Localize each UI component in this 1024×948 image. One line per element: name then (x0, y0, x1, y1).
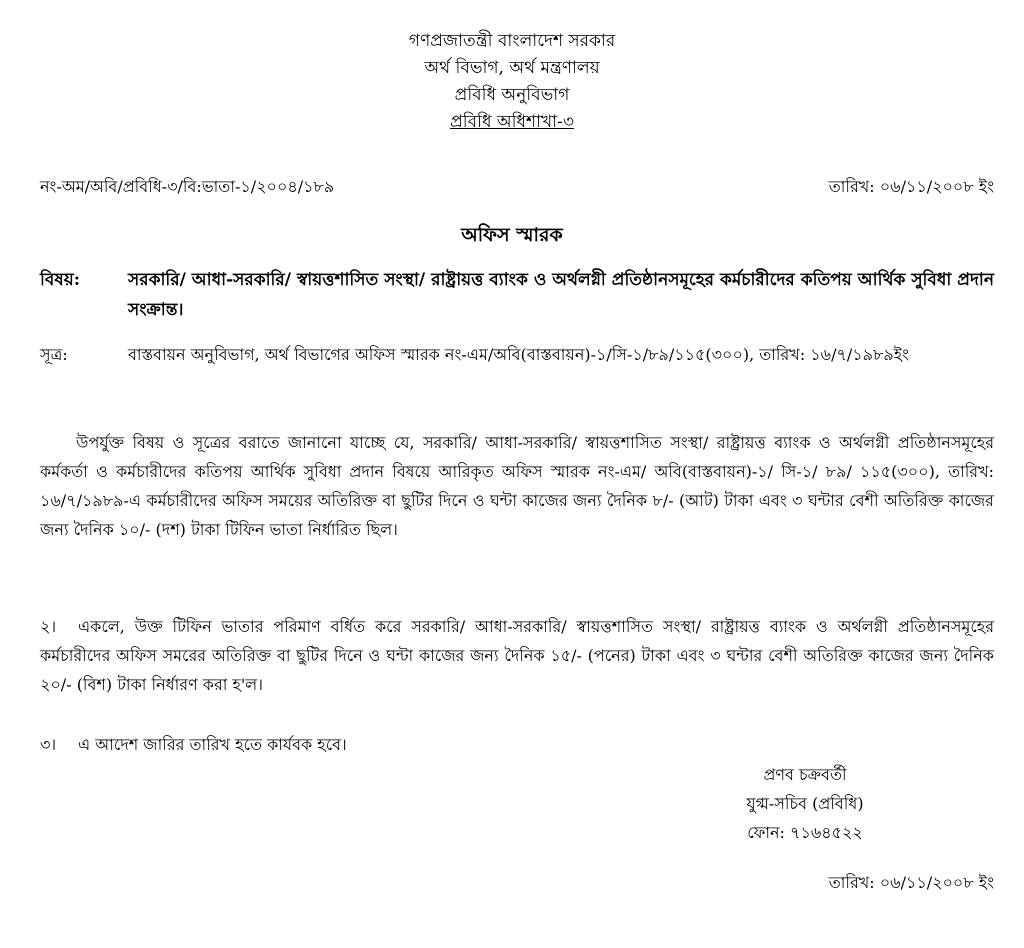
subject-block (40, 265, 994, 325)
paragraph-3-number: ৩। (40, 735, 57, 754)
government-name: গণপ্রজাতন্ত্রী বাংলাদেশ সরকার (408, 31, 616, 51)
paragraph-1: উপর্যুক্ত বিষয় ও সূত্রের বরাতে জানানো যাচ্ছে যে, সরকারি/ আধা-সরকারি/ স্বায়ত্তশাসিত সংস্থা/ রাষ্ট্রায়ত্ত ব্যাংক ও অর্থলগ্নী প্রতিষ্ঠানসমূহের কর্মকর্তা ও কর্মচারীদের কতিপয় আর্থিক সুবিধা প্রদান বিষয়ে আরিকৃত অফিস স্মারক নং-এম/ অবি(বাস্তবায়ন)-১/ সি-১/ ৮৯/ ১১৫(৩০০), তারিখ: ১৬/৭/১৯৮৯-এ কর্মচারীদের অফিস সময়ের অতিরিক্ত বা ছুটির দিনে ও ঘন্টা কাজের জন্য দৈনিক ৮/- (আট) টাকা এবং ৩ ঘন্টার বেশী অতিরিক্ত কাজের জন্য দৈনিক ১০/- (দশ) টাকা টিফিন ভাতা নির্ধারিত ছিল। (40, 433, 994, 539)
source-text: বাস্তবায়ন অনুবিভাগ, অর্থ বিভাগের অফিস স্মারক নং-এম/অবি(বাস্তবায়ন)-১/সি-১/৮৯/১১৫(৩০০), তারিখ: ১৬/৭/১৯৮৯ইং (128, 345, 909, 364)
letterhead (0, 28, 1024, 136)
source-block (40, 340, 994, 370)
memo-meta-row (40, 174, 994, 200)
signature-block (700, 760, 910, 847)
source-label: সূত্র: (40, 345, 68, 364)
paragraph-3 (40, 730, 994, 759)
bottom-date: তারিখ: ০৬/১১/২০০৮ ইং (828, 873, 994, 892)
paragraph-2 (40, 612, 994, 699)
signatory-phone: ফোন: ৭১৬৪৫২২ (747, 823, 863, 842)
subject-label: বিষয়: (40, 270, 80, 290)
memo-reference-number: নং-অম/অবি/প্রবিধি-৩/বি:ভাতা-১/২০০৪/১৮৯ (40, 177, 335, 196)
paragraph-3-text: এ আদেশ জারির তারিখ হতে কার্যবক হবে। (78, 735, 347, 754)
memo-date: তারিখ: ০৬/১১/২০০৮ ইং (828, 177, 994, 196)
subject-text: সরকারি/ আধা-সরকারি/ স্বায়ত্তশাসিত সংস্থা/ রাষ্ট্রায়ত্ত ব্যাংক ও অর্থলগ্নী প্রতিষ্ঠানসমূহের কর্মচারীদের কতিপয় আর্থিক সুবিধা প্রদান সংক্রান্ত। (128, 270, 994, 320)
signatory-name: প্রণব চক্রবর্তী (763, 765, 847, 784)
wing-name: প্রবিধি অনুবিভাগ (454, 85, 570, 105)
branch-name: প্রবিধি অধিশাখা-৩ (450, 112, 574, 132)
paragraph-2-text: একলে, উক্ত টিফিন ভাতার পরিমাণ বর্ধিত করে সরকারি/ আধা-সরকারি/ স্বায়ত্তশাসিত সংস্থা/ রাষ্ট্রায়ত্ত ব্যাংক ও অর্থলগ্নী প্রতিষ্ঠানসমূহের কর্মচারীদের অফিস সমরের অতিরিক্ত বা ছুটির দিনে ও ঘন্টা কাজের জন্য দৈনিক ১৫/- (পনের) টাকা এবং ৩ ঘন্টার বেশী অতিরিক্ত কাজের জন্য দৈনিক ২০/- (বিশ) টাকা নির্ধারণ করা হ'ল। (40, 617, 994, 694)
signatory-designation: যুগ্ম-সচিব (প্রবিধি) (746, 794, 864, 813)
paragraph-2-number: ২। (40, 617, 57, 636)
division-ministry: অর্থ বিভাগ, অর্থ মন্ত্রণালয় (424, 58, 600, 78)
memo-title: অফিস স্মারক (461, 224, 563, 246)
